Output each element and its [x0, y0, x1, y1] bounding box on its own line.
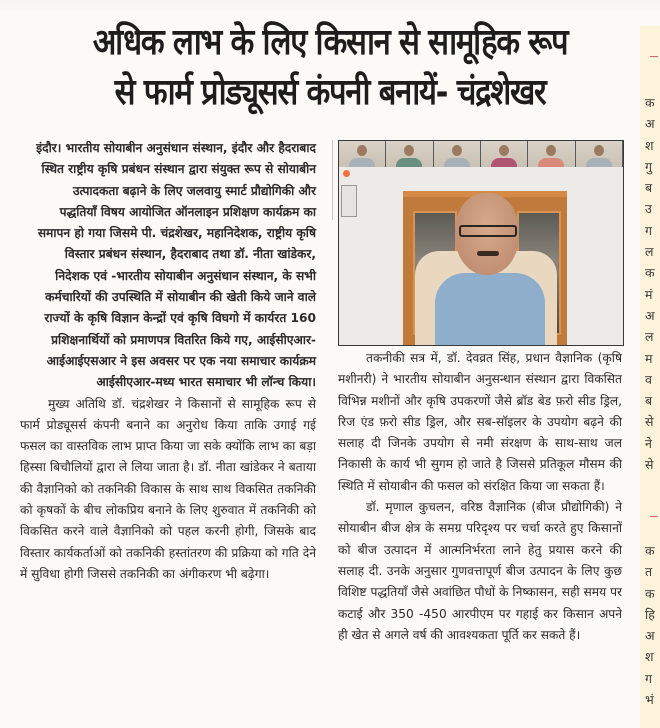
- participant-head: [404, 145, 414, 156]
- adjacent-accent-rule: [650, 56, 658, 57]
- headline-line-2: से फार्म प्रोड्यूसर्स कंपनी बनायें- चंद्रशेखर: [114, 72, 546, 113]
- wall-frame: [341, 185, 357, 217]
- left-column: [20, 138, 316, 585]
- participant-head: [357, 145, 367, 156]
- participant-torso: [538, 158, 564, 167]
- participant-torso: [444, 158, 470, 167]
- adjacent-accent-rule: [650, 516, 658, 517]
- participant-torso: [396, 158, 422, 167]
- participant-thumbnail: [339, 141, 385, 167]
- participant-thumbnails-strip: [339, 141, 623, 167]
- body-paragraph-seed-technology: डॉ. मृणाल कुचलन, वरिष्ठ वैज्ञानिक (बीज प्रौद्योगिकी) ने सोयाबीन बीज क्षेत्र के समग्र परिदृश्य पर चर्चा करते हुए किसानों को बीज उत्पादन में आत्मनिर्भरता लाने हेतु प्रयास करने की सलाह दी. उनके अनुसार गुणवत्तापूर्ण बीज उत्पादन के लिए कुछ विशिष्ट पद्धतियाँ जैसे अवांछित पौधों के निष्कासन, सही समय पर कटाई और 350 -450 आरपीएम पर गहाई कर किसान अपने ही खेत से अगले वर्ष की आवश्यकता पूर्ति कर सकते हैं।: [338, 500, 622, 642]
- recording-indicator-icon: [343, 170, 350, 177]
- right-column: [338, 348, 622, 646]
- participant-thumbnail: [386, 141, 432, 167]
- speaker-shirt: [435, 273, 545, 346]
- glasses: [459, 225, 517, 237]
- article-headline: [72, 18, 588, 118]
- mustache: [477, 251, 499, 256]
- participant-head: [546, 145, 556, 156]
- participant-head: [594, 145, 604, 156]
- body-paragraph-technical-session: तकनीकी सत्र में, डॉ. देवव्रत सिंह, प्रधान वैज्ञानिक (कृषि मशीनरी) ने भारतीय सोयाबीन अनुसन्धान संस्थान द्वारा विकसित विभिन्न मशीनों और कृषि उपकरणों जैसे ब्रॉड बेड फ़रो सीड ड्रिल, रिज एंड फ़रो सीड ड्रिल, और सब-सॉइलर के उपयोग बढ़ने की सलाह दी जिनके उपयोग से नमी संरक्षण के साथ-साथ जल निकासी के कार्य भी सुगम हो जाते है जिससे प्रतिकूल मौसम की स्थिति में सोयाबीन की फसल को संरक्षित किया जा सकता हैं।: [338, 351, 622, 493]
- participant-head: [499, 145, 509, 156]
- adjacent-column-text-lower: क त क हि अ श ग भं: [645, 543, 655, 708]
- headline-line-1: अधिक लाभ के लिए किसान से सामूहिक रूप: [92, 22, 568, 63]
- lead-paragraph: इंदौर। भारतीय सोयाबीन अनुसंधान संस्थान, इंदौर और हैदराबाद स्थित राष्ट्रीय कृषि प्रबंधन संस्थान द्वारा संयुक्त रूप से सोयाबीन उत्पादकता बढ़ाने के लिए जलवायु स्मार्ट प्रौद्योगिकी और पद्धतियाँ विषय आयोजित ऑनलाइन प्रशिक्षण कार्यक्रम का समापन हो गया जिसमे पी. चंद्रशेखर, महानिदेशक, राष्ट्रीय कृषि विस्तार प्रबंधन संस्थान, हैदराबाद तथा डॉ. नीता खांडेकर, निदेशक एवं -भारतीय सोयाबीन अनुसंधान संस्थान, के सभी कर्मचारियों की उपस्थिति में सोयाबीन की खेती किये जाने वाले राज्यों के कृषि विज्ञान केन्द्रों एवं कृषि विघगो में कार्यरत 160 प्रशिक्षनार्थियों को प्रमाणपत्र वितरित किये गए, आईसीएआर-आईआईएसआर ने इस अवसर पर एक नया समाचार कार्यक्रम आईसीएआर-मध्य भारत समाचार भी लॉन्च किया।: [36, 141, 316, 390]
- participant-torso: [349, 158, 375, 167]
- adjacent-column-text-upper: क अ श गु ब उ ग ल क मं अ ल म व ब से ने से: [645, 95, 655, 473]
- body-paragraph-chief-guest: मुख्य अतिथि डॉ. चंद्रशेखर ने किसानों से सामूहिक रूप से फार्म प्रोड्यूसर्स कंपनी बनाने का अनुरोध किया ताकि उगाई गई फसल का वास्तविक लाभ प्राप्त किया जा सके क्योंकि लाभ का बड़ा हिस्सा बिचौलियों द्वारा ले लिया जाता है। डॉ. नीता खांडेकर ने बताया की वैज्ञानिको को तकनिकी विकास के साथ साथ विकसित तकनिकी को कृषकों के बीच लोकप्रिय बनाने के लिए शुरुवात में तकनिकी को विकसित करने वाले वैज्ञानिको को पहल करनी होगी, जिसके बाद विस्तार कार्यकर्ताओं को तकनिकी हस्तांतरण की प्रक्रिया को गति देने में सुविधा होगी जिससे तकनिकी का अंगीकरण भी बढ़ेगा।: [20, 396, 316, 581]
- participant-head: [452, 145, 462, 156]
- article-photo: [338, 140, 624, 346]
- participant-thumbnail: [528, 141, 574, 167]
- participant-thumbnail: [576, 141, 622, 167]
- participant-thumbnail: [481, 141, 527, 167]
- participant-thumbnail: [434, 141, 480, 167]
- column-divider: [332, 140, 333, 220]
- participant-torso: [491, 158, 517, 167]
- top-margin-strip: [0, 0, 660, 12]
- participant-torso: [586, 158, 612, 167]
